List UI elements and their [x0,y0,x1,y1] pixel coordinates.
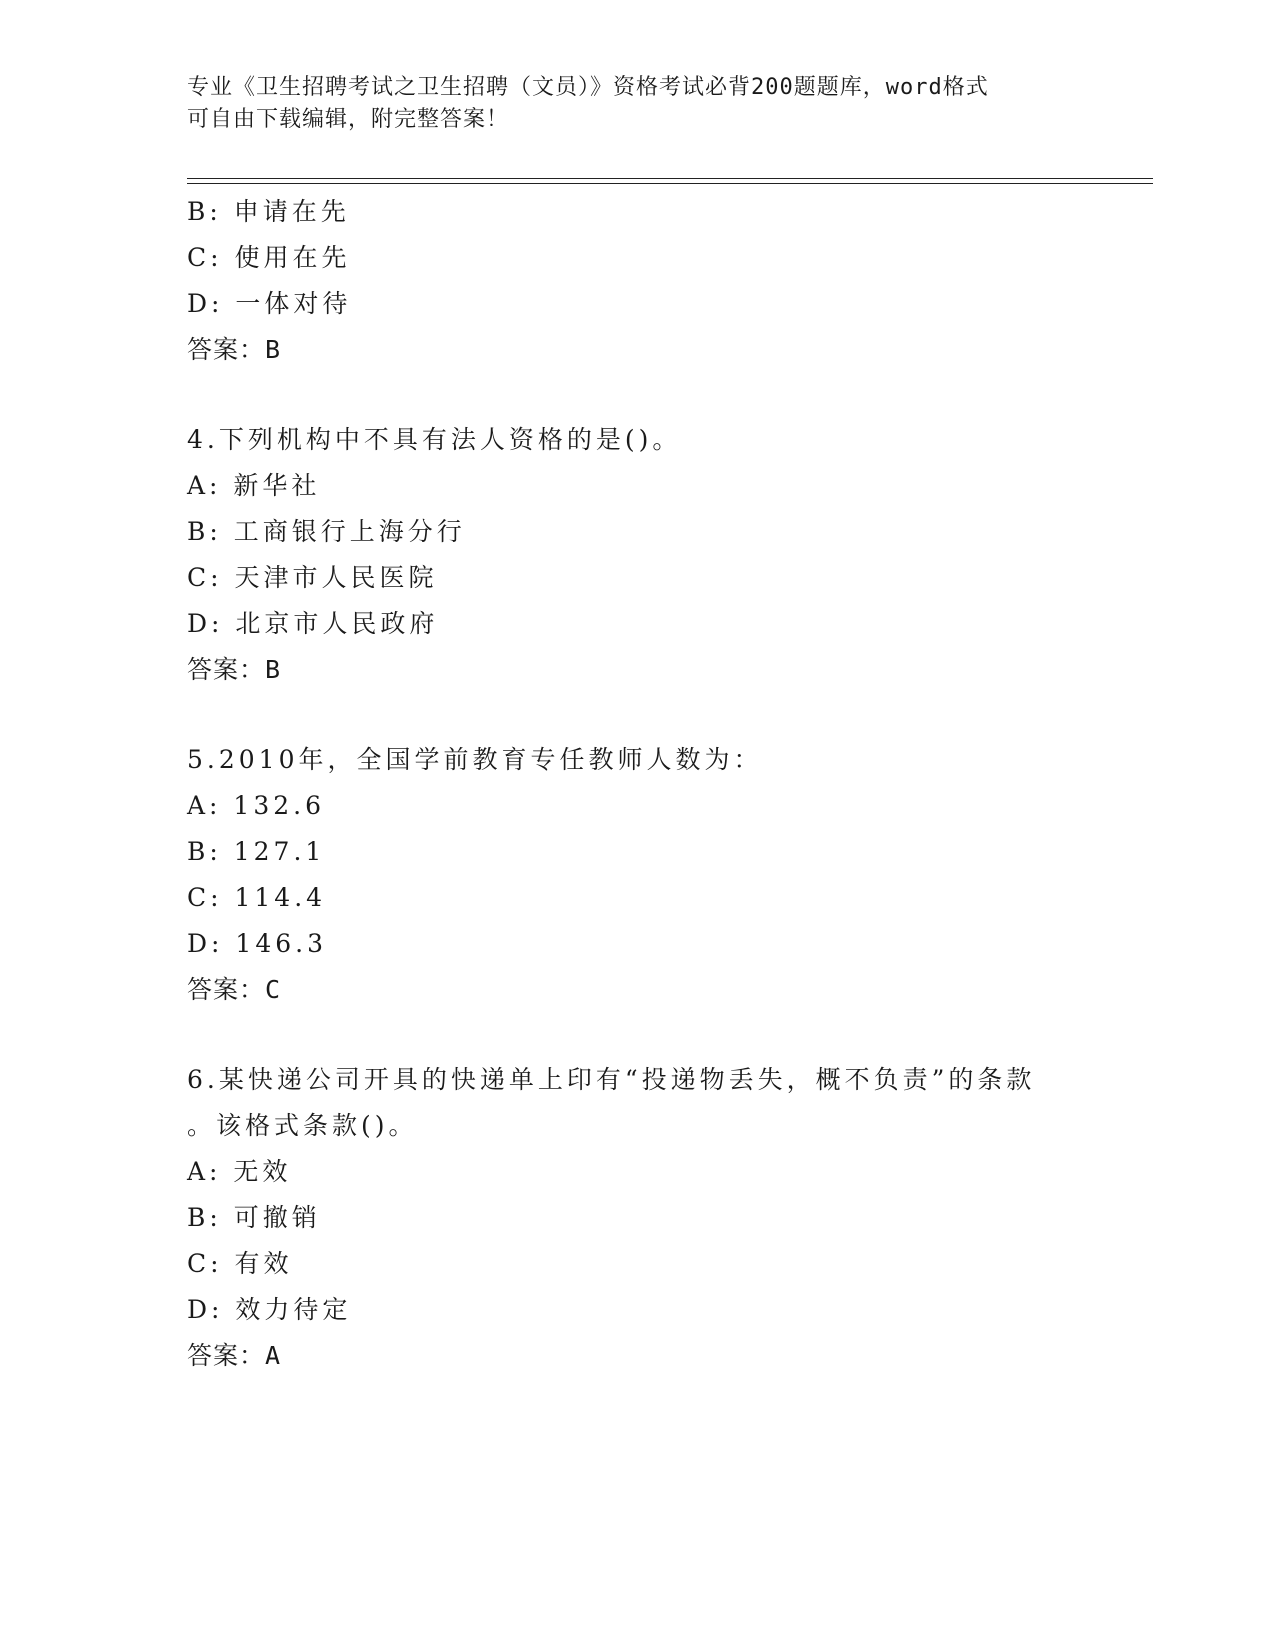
document-header [187,72,1087,136]
answer-label: 答案：A [187,1341,282,1370]
answer-label: 答案：B [187,655,282,684]
option-d: D: 北京市人民政府 [187,609,439,638]
spacer [187,1013,1087,1057]
question-text-line-1: 6.某快递公司开具的快递单上印有“投递物丢失，概不负责”的条款 [187,1065,1036,1094]
spacer [187,693,1087,737]
option-c: C: 有效 [187,1249,293,1278]
question-text-line-2: 。该格式条款()。 [187,1111,418,1140]
header-line-1: 专业《卫生招聘考试之卫生招聘（文员）》资格考试必背200题题库，word格式 [187,75,989,100]
question-text: 5.2010年，全国学前教育专任教师人数为： [187,745,763,774]
option-b: B: 工商银行上海分行 [187,517,466,546]
option-d: D: 一体对待 [187,289,352,318]
option-c: C: 天津市人民医院 [187,563,438,592]
answer-label: 答案：C [187,975,282,1004]
header-divider-top [187,178,1153,179]
question-6 [187,1057,1087,1379]
question-list [187,189,1087,1379]
option-d: D: 效力待定 [187,1295,352,1324]
question-3-tail [187,189,1087,373]
question-5 [187,737,1087,1013]
option-b: B: 申请在先 [187,197,350,226]
question-4 [187,417,1087,693]
option-c: C: 114.4 [187,883,327,912]
option-a: A: 132.6 [187,791,325,820]
option-d: D: 146.3 [187,929,327,958]
option-a: A: 新华社 [187,471,321,500]
question-text: 4.下列机构中不具有法人资格的是()。 [187,425,682,454]
header-line-2: 可自由下载编辑，附完整答案！ [187,107,510,132]
answer-label: 答案：B [187,335,282,364]
option-b: B: 可撤销 [187,1203,321,1232]
option-c: C: 使用在先 [187,243,351,272]
option-b: B: 127.1 [187,837,326,866]
option-a: A: 无效 [187,1157,292,1186]
header-divider-bottom [187,183,1153,184]
spacer [187,373,1087,417]
